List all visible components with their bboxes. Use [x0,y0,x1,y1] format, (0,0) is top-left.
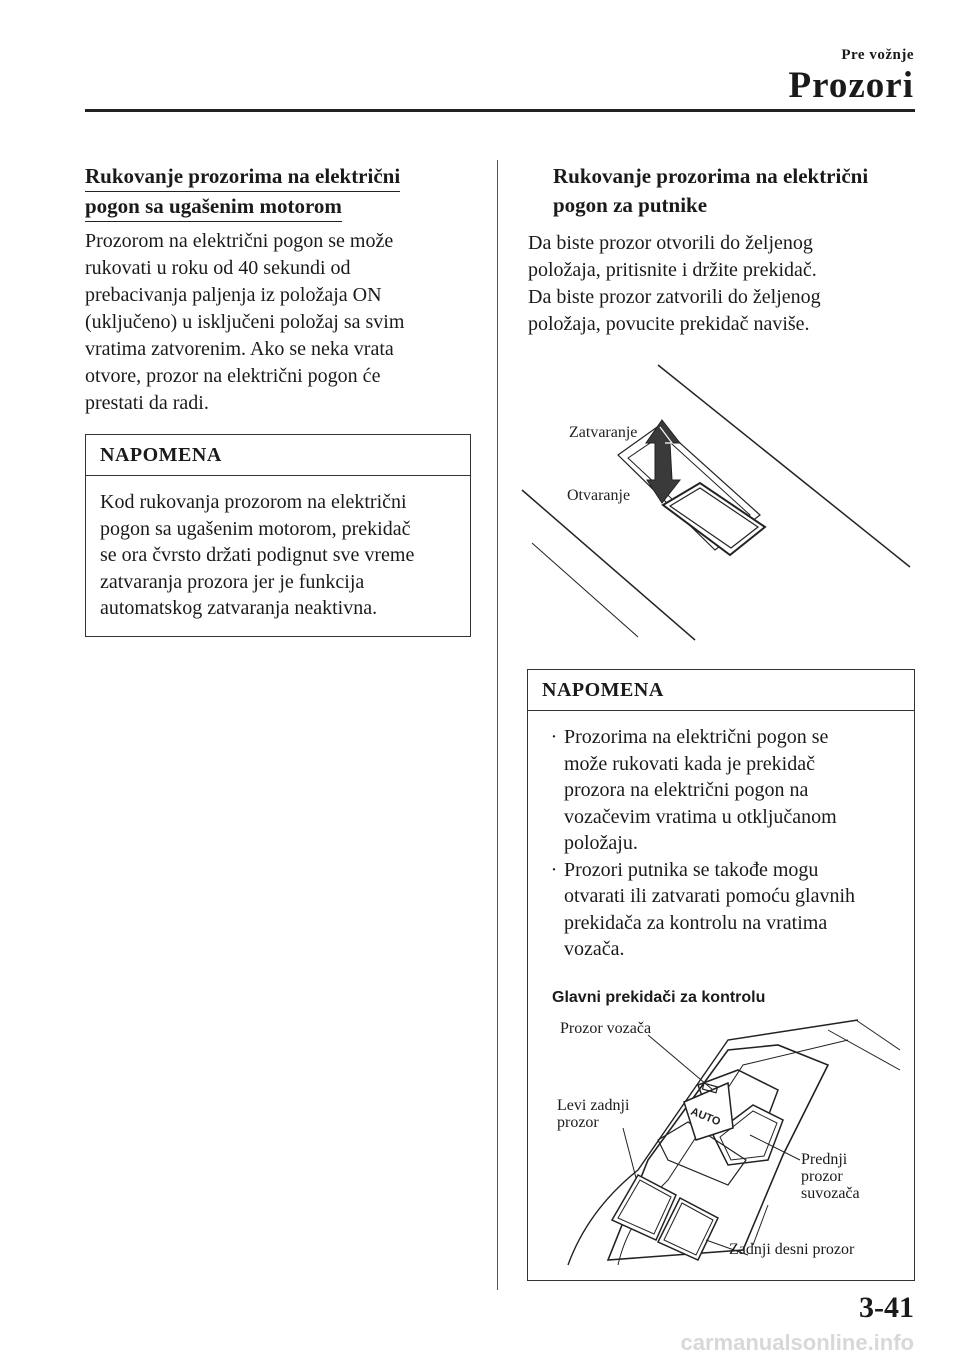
leader-line [753,1205,768,1245]
door-panel-line [522,490,695,640]
text-line: rukovati u roku od 40 sekundi od [85,257,351,279]
window-switch-illustration [510,355,920,655]
callout-line: prozor [801,1168,843,1185]
note-title: NAPOMENA [528,670,914,711]
text-line: Da biste prozor otvorili do željenog [528,232,813,254]
text-line: položaja, povucite prekidač naviše. [528,313,810,335]
auto-label: AUTO [688,1105,723,1129]
bullet-dot-icon: · [550,858,558,881]
page-title: Prozori [788,65,914,106]
note-line: prozora na električni pogon na [564,779,809,801]
figure-caption: Glavni prekidači za kontrolu [552,989,766,1006]
note-line: se ora čvrsto držati podignut sve vreme [100,544,415,566]
note-line: Prozori putnika se takođe mogu [564,858,819,881]
note-bullet [544,857,900,963]
right-heading [553,162,868,220]
left-heading [85,162,400,222]
header-rule [85,109,915,112]
label-open: Otvaranje [567,487,631,504]
note-body [86,476,470,636]
left-paragraph [85,228,485,417]
label-close: Zatvaranje [569,424,638,441]
note-body [528,711,914,977]
page-number: 3-41 [859,1291,914,1324]
door-panel-line [532,543,638,637]
text-line: prestati da radi. [85,392,209,414]
note-line: otvarati ili zatvarati pomoću glavnih [564,885,856,907]
bullet-dot-icon: · [550,726,558,748]
text-line: Da biste prozor zatvorili do željenog [528,286,821,308]
watermark: carmanualsonline.info [680,1330,914,1355]
callout-line: Prednji [801,1151,848,1168]
window-switch [663,483,765,555]
right-heading-line1: Rukovanje prozorima na električni [553,164,869,188]
note-line: zatvaranja prozora jer je funkcija [100,570,365,593]
note-line: vozača. [564,938,625,960]
note-bullet [544,724,900,857]
left-note-box [85,434,471,637]
note-line: može rukovati kada je prekidač [564,752,815,775]
note-line: položaju. [564,832,638,854]
text-line: položaja, pritisnite i držite prekidač. [528,259,817,281]
column-divider [497,160,498,1290]
text-line: vratima zatvorenim. Ako se neka vrata [85,338,394,360]
callout-line: Levi zadnji [557,1097,630,1114]
text-line: Prozorom na električni pogon se može [85,230,394,252]
callout-line: suvozača [801,1185,860,1202]
callout-driver: Prozor vozača [560,1020,652,1037]
note-line: Prozorima na električni pogon se [564,726,829,748]
note-line: vozačevim vratima u otključanom [564,805,837,828]
text-line: (uključeno) u isključeni položaj sa svim [85,311,405,333]
note-line: pogon sa ugašenim motorom, prekidač [100,517,411,540]
up-down-arrow-icon [646,420,680,503]
section-label: Pre vožnje [841,47,914,63]
note-line: Kod rukovanja prozorom na električni [100,491,407,513]
text-line: otvore, prozor na električni pogon će [85,365,381,387]
leader-line [648,1035,713,1090]
note-title: NAPOMENA [86,435,470,476]
left-heading-line1: Rukovanje prozorima na električni [85,162,400,192]
left-heading-line2: pogon sa ugašenim motorom [85,192,342,222]
right-paragraph [528,230,918,338]
callout-front-passenger [801,1151,860,1202]
note-line: automatskog zatvaranja neaktivna. [100,597,378,619]
callout-rear-right: Zadnji desni prozor [729,1241,855,1258]
master-switches-illustration [528,1010,912,1275]
text-line: prebacivanja paljenja iz položaja ON [85,284,382,306]
note-line: prekidača za kontrolu na vratima [564,911,828,934]
callout-rear-left [557,1097,629,1131]
callout-line: prozor [557,1114,599,1131]
leader-line [623,1128,636,1178]
right-heading-line2: pogon za putnike [553,193,708,217]
